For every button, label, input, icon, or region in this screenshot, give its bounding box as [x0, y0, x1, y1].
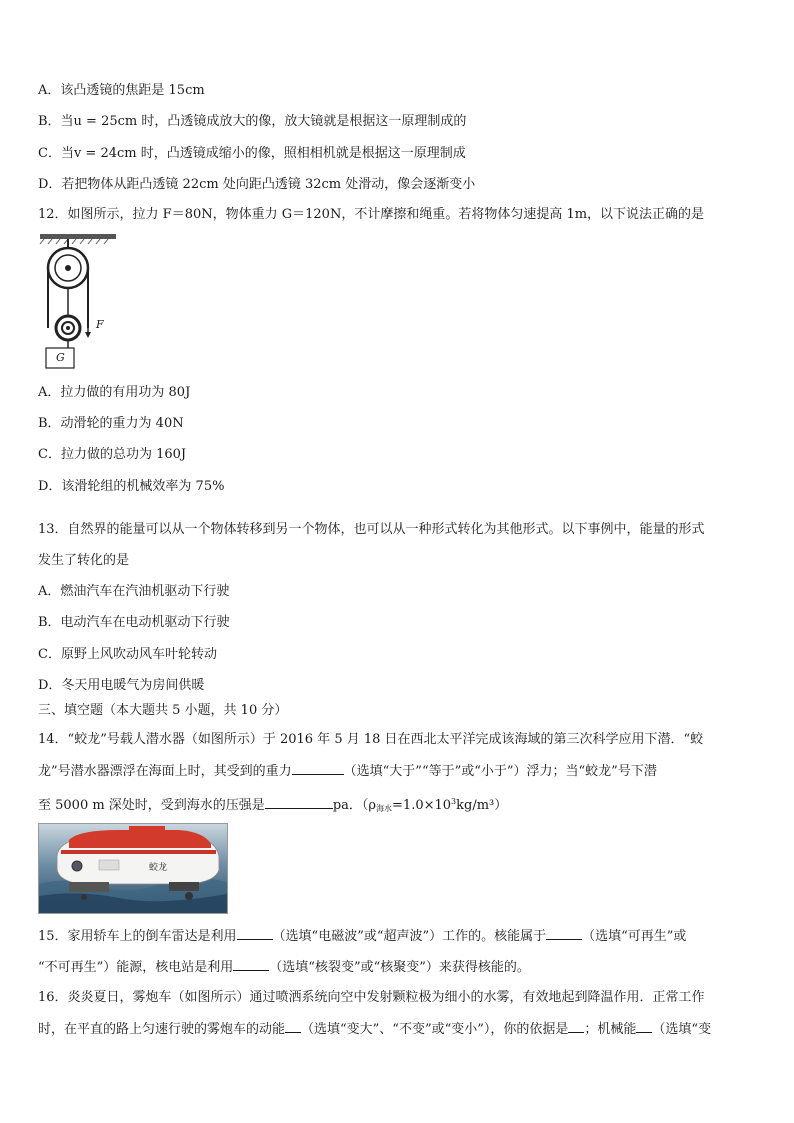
answer-blank[interactable]	[233, 958, 269, 971]
q13-option-a: A．燃油汽车在汽油机驱动下行驶	[38, 584, 230, 599]
q16-line2-text-a: 时，在平直的路上匀速行驶的雾炮车的动能	[38, 1022, 286, 1037]
q15-line1-text-a: 15．家用轿车上的倒车雷达是利用	[38, 929, 237, 944]
q15-line1-text-b: （选填“电磁波”或“超声波”）工作的。核能属于	[272, 929, 547, 944]
q11-option-d: D．若把物体从距凸透镜 22cm 处向距凸透镜 32cm 处滑动，像会逐渐变小	[38, 177, 476, 192]
weight-label: G	[56, 351, 65, 364]
answer-blank[interactable]	[237, 927, 273, 940]
pulley-diagram	[38, 232, 118, 372]
q14-line3-text-b: pa．（ρ	[332, 798, 377, 813]
q13-stem-line2: 发生了转化的是	[38, 553, 130, 568]
force-label: F	[96, 318, 104, 331]
q16-line2-text-c: ；机械能	[584, 1022, 637, 1037]
q14-line2-text-b: （选填“大于”“等于”或“小于”）浮力；当“蛟龙”号下潜	[343, 764, 657, 779]
q15-line1	[38, 927, 686, 946]
q12-option-a: A．拉力做的有用功为 80J	[38, 385, 191, 400]
q16-line2-text-d: （选填“变	[652, 1022, 712, 1037]
q14-line2-text-a: 龙”号潜水器漂浮在海面上时，其受到的重力	[38, 764, 292, 779]
answer-blank[interactable]	[292, 762, 344, 775]
q14-line2	[38, 762, 657, 781]
exponent: 3	[451, 797, 457, 806]
q13-option-d: D．冬天用电暖气为房间供暖	[38, 678, 205, 693]
q16-line2-text-b: （选填“变大”、“不变”或“变小”），你的依据是	[301, 1022, 569, 1037]
q15-line2-text-a: “不可再生”）能源，核电站是利用	[38, 960, 234, 975]
pulley-figure	[38, 232, 118, 372]
q15-line1-text-c: （选填“可再生”或	[582, 929, 687, 944]
section-title: 三、填空题（本大题共 5 小题，共 10 分）	[38, 703, 288, 718]
answer-blank[interactable]	[636, 1020, 652, 1033]
q11-option-a: A．该凸透镜的焦距是 15cm	[38, 83, 205, 98]
q12-option-c: C．拉力做的总功为 160J	[38, 447, 187, 462]
q15-line2	[38, 958, 530, 977]
q11-option-c: C．当v = 24cm 时，凸透镜成缩小的像，照相相机就是根据这一原理制成	[38, 146, 466, 161]
q12-stem: 12．如图所示，拉力 F＝80N，物体重力 G＝120N，不计摩擦和绳重。若将物体匀速提高 1m，以下说法正确的是	[38, 207, 705, 222]
q16-line2	[38, 1020, 711, 1039]
q13-stem-line1: 13．自然界的能量可以从一个物体转移到另一个物体，也可以从一种形式转化为其他形式。以下事例中，能量的形式	[38, 522, 705, 537]
answer-blank[interactable]	[546, 927, 582, 940]
q12-option-d: D．该滑轮组的机械效率为 75%	[38, 479, 225, 494]
q14-line3-text-d: kg/m³）	[456, 798, 508, 813]
submarine-photo	[38, 823, 228, 914]
q11-option-b: B．当u = 25cm 时，凸透镜成放大的像，放大镜就是根据这一原理制成的	[38, 114, 467, 129]
q13-option-b: B．电动汽车在电动机驱动下行驶	[38, 615, 230, 630]
q14-line3	[38, 793, 507, 818]
q14-line3-text-c: =1.0×10	[392, 798, 452, 813]
answer-blank[interactable]	[265, 796, 333, 809]
answer-blank[interactable]	[568, 1020, 584, 1033]
submarine-image	[39, 824, 227, 913]
q16-line1: 16．炎炎夏日，雾炮车（如图所示）通过喷洒系统向空中发射颗粒极为细小的水雾，有效地起到降温作用．正常工作	[38, 990, 705, 1005]
submarine-name: 蛟龙	[149, 863, 168, 873]
answer-blank[interactable]	[285, 1020, 301, 1033]
q14-line3-text-a: 至 5000 m 深处时，受到海水的压强是	[38, 798, 265, 813]
q12-option-b: B．动滑轮的重力为 40N	[38, 416, 184, 431]
q13-option-c: C．原野上风吹动风车叶轮转动	[38, 647, 217, 662]
q14-line1: 14．“蛟龙”号载人潜水器（如图所示）于 2016 年 5 月 18 日在西北太平洋完成该海域的第三次科学应用下潜．“蛟	[38, 732, 704, 747]
density-subscript: 海水	[376, 804, 393, 813]
q15-line2-text-b: （选填“核裂变”或“核聚变”）来获得核能的。	[269, 960, 530, 975]
